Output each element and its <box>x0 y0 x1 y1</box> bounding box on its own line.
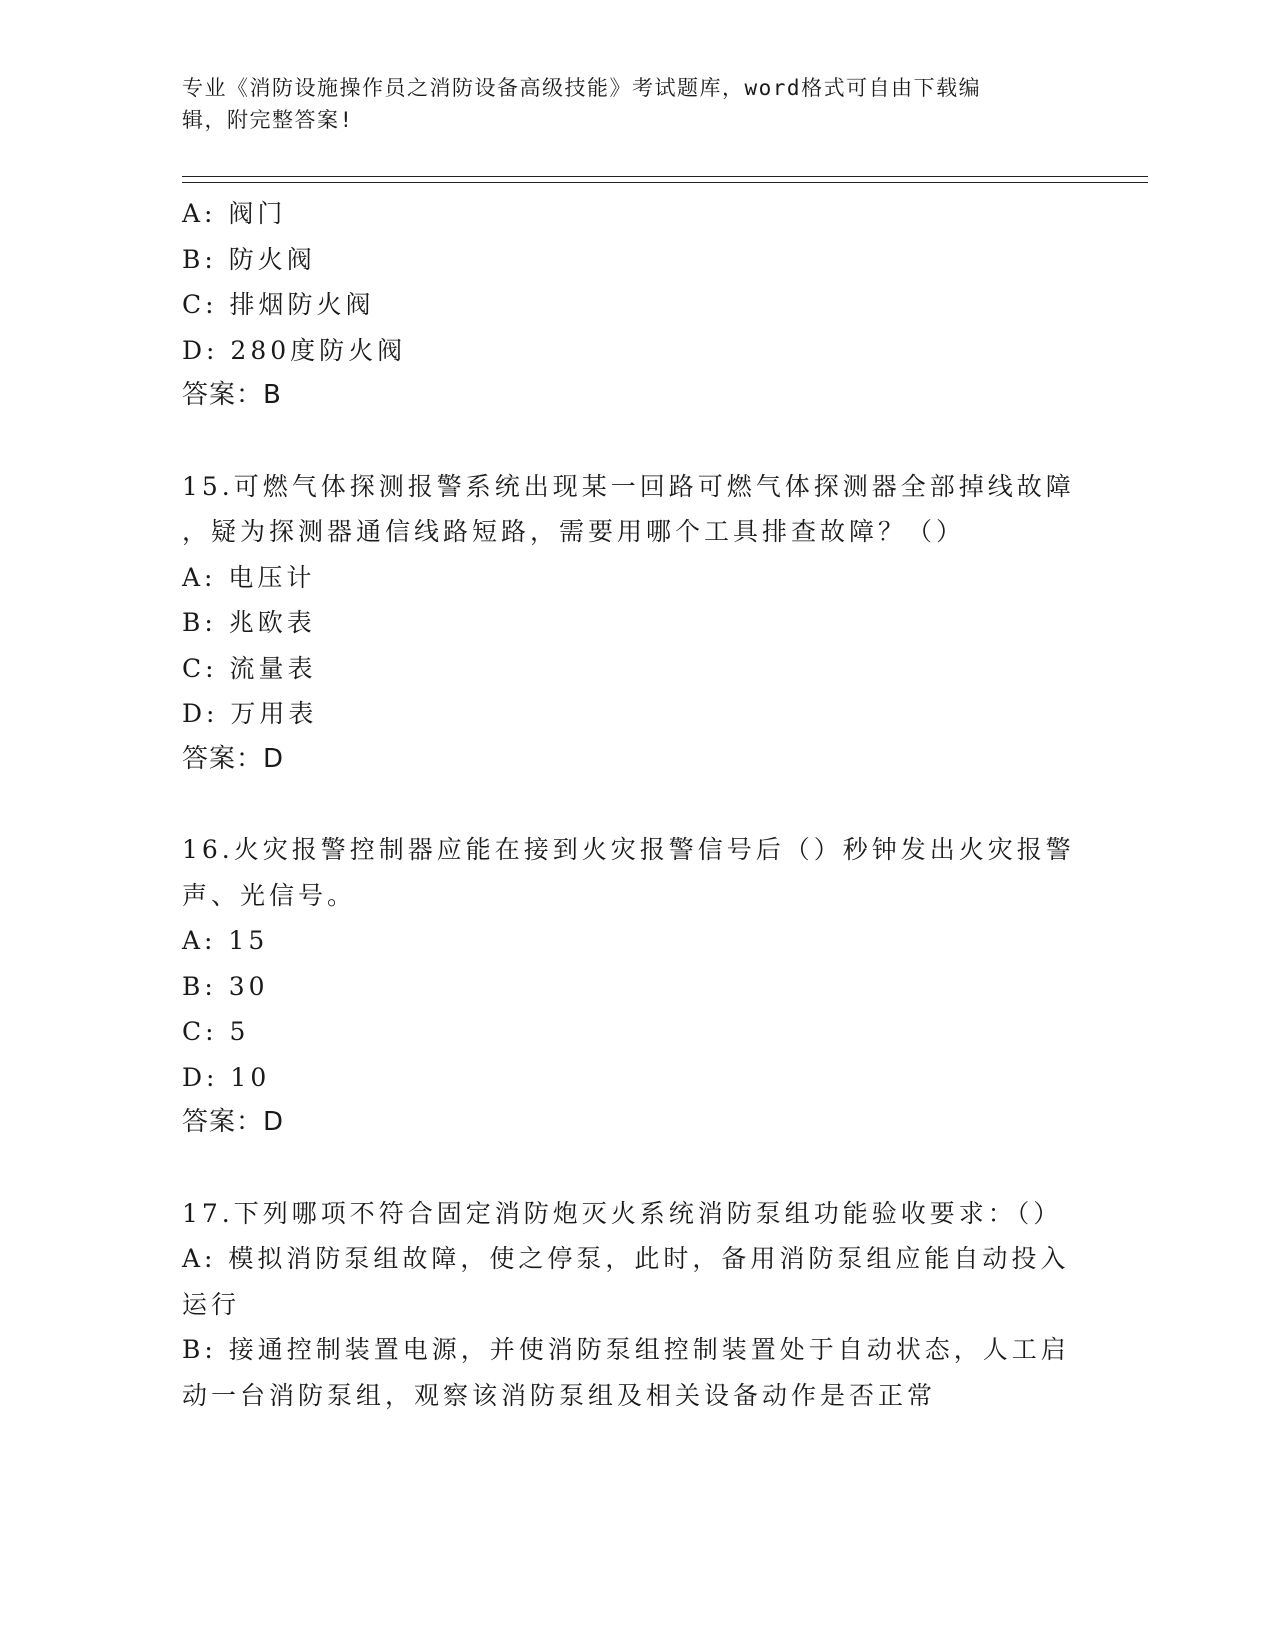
question-block-15 <box>182 464 1082 783</box>
header-line-2: 辑，附完整答案! <box>182 108 354 132</box>
option-a: A: 电压计 <box>182 562 316 592</box>
spacer <box>182 782 1082 827</box>
answer-line: 答案：B <box>182 380 282 410</box>
question-text-line: 声、光信号。 <box>182 880 357 910</box>
option-a-continued: 运行 <box>182 1289 241 1319</box>
option-a: A: 15 <box>182 926 269 955</box>
option-b: B: 防火阀 <box>182 244 316 274</box>
option-a: A: 阀门 <box>182 199 287 228</box>
answer-line: 答案：D <box>182 1107 285 1137</box>
header-line-1: 专业《消防设施操作员之消防设备高级技能》考试题库，word格式可自由下载编 <box>182 76 982 100</box>
option-d: D: 280度防火阀 <box>182 335 407 365</box>
option-c: C: 排烟防火阀 <box>182 290 375 319</box>
option-d: D: 10 <box>182 1062 271 1092</box>
option-b-continued: 动一台消防泵组，观察该消防泵组及相关设备动作是否正常 <box>182 1380 937 1410</box>
option-b: B: 兆欧表 <box>182 608 316 637</box>
question-text-line: 17.下列哪项不符合固定消防炮灭火系统消防泵组功能验收要求：（） <box>182 1198 1063 1228</box>
option-a: A: 模拟消防泵组故障，使之停泵，此时，备用消防泵组应能自动投入 <box>182 1244 1070 1273</box>
header-divider-bottom <box>182 182 1148 183</box>
option-b: B: 接通控制装置电源，并使消防泵组控制装置处于自动状态，人工启 <box>182 1335 1070 1364</box>
answer-line: 答案：D <box>182 743 285 774</box>
question-text-line: ，疑为探测器通信线路短路，需要用哪个工具排查故障？（） <box>182 517 966 546</box>
question-block-17 <box>182 1191 1082 1419</box>
spacer <box>182 1146 1082 1191</box>
question-content <box>182 191 1082 1418</box>
question-block-16 <box>182 827 1082 1146</box>
question-block-prev <box>182 191 1082 419</box>
question-text-line: 15.可燃气体探测报警系统出现某一回路可燃气体探测器全部掉线故障 <box>182 471 1075 501</box>
option-d: D: 万用表 <box>182 699 318 728</box>
option-c: C: 流量表 <box>182 653 317 683</box>
header-divider-top <box>182 176 1148 177</box>
question-text-line: 16.火灾报警控制器应能在接到火灾报警信号后（）秒钟发出火灾报警 <box>182 835 1075 864</box>
document-header <box>182 72 1062 136</box>
spacer <box>182 419 1082 464</box>
option-c: C: 5 <box>182 1017 250 1046</box>
option-b: B: 30 <box>182 971 269 1001</box>
